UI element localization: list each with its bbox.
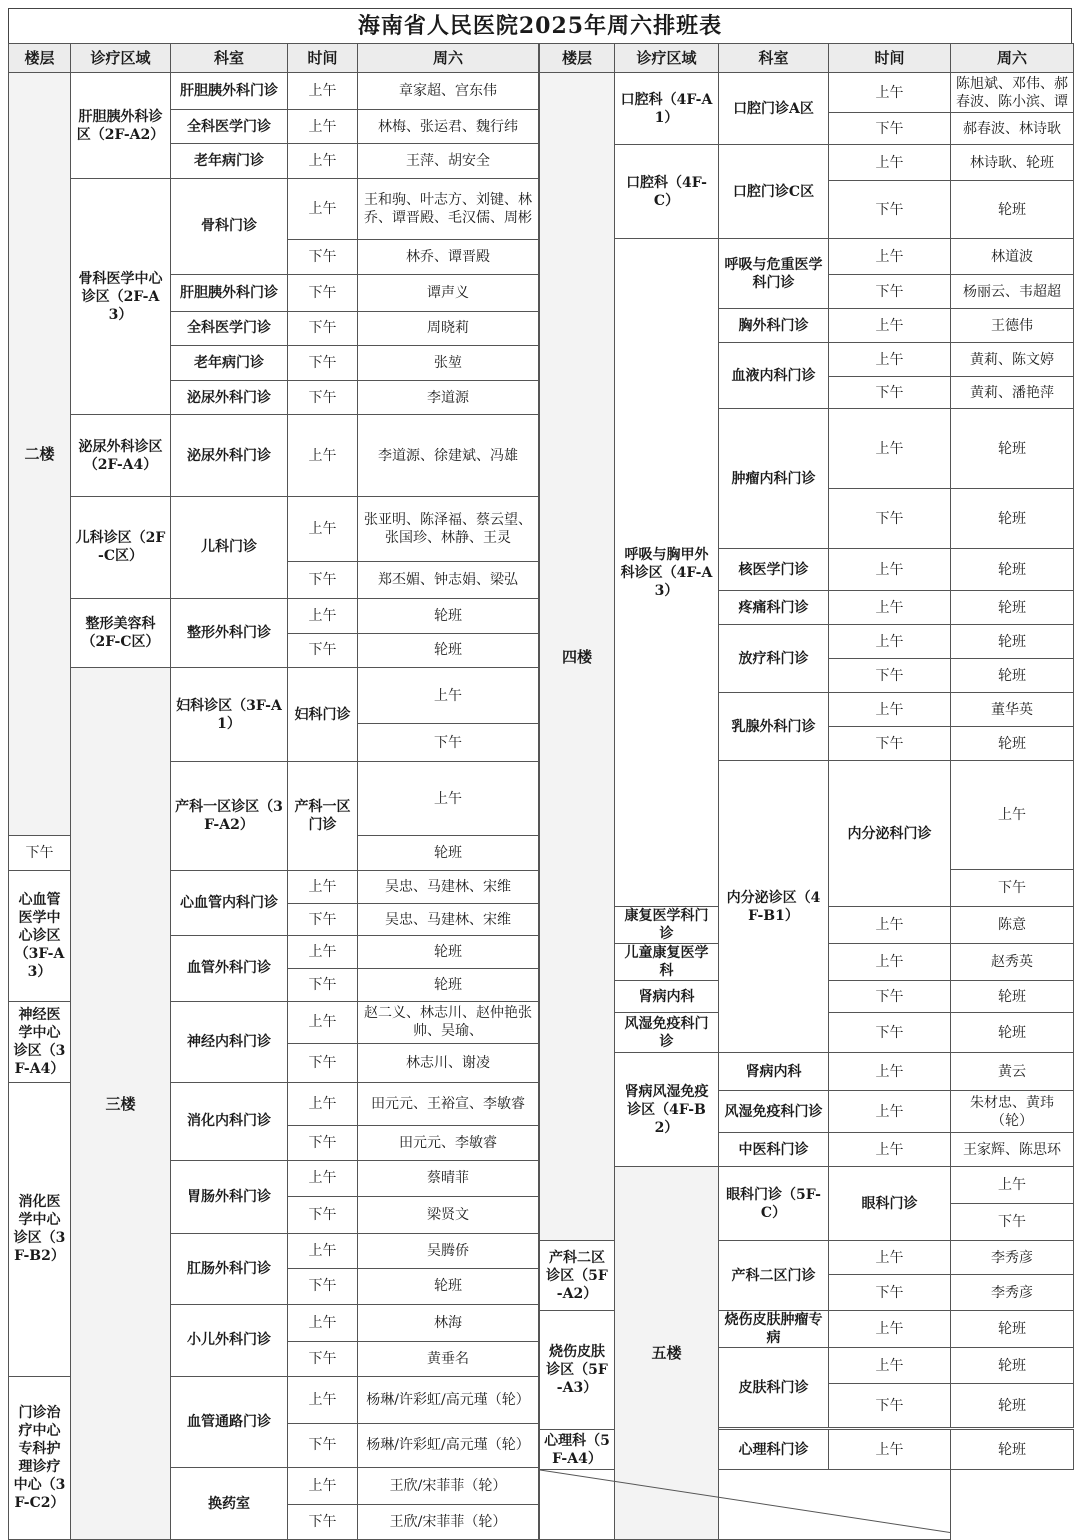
table-row (540, 1470, 1074, 1540)
zone-cell: 呼吸与胸甲外科诊区（4F-A3） (615, 239, 719, 907)
department-cell: 泌尿外科门诊 (171, 415, 288, 497)
time-cell: 上午 (829, 1348, 951, 1384)
time-cell: 上午 (829, 1133, 951, 1167)
time-cell: 上午 (288, 936, 358, 969)
time-cell: 上午 (288, 1083, 358, 1126)
department-cell: 内分泌科门诊 (829, 761, 951, 907)
doctor-cell: 吴腾侨 (358, 1233, 539, 1268)
doctor-cell: 吴忠、马建林、宋维 (358, 903, 539, 936)
empty-cell-diagonal (540, 1470, 951, 1540)
doctor-cell: 张亚明、陈泽福、蔡云望、张国珍、林静、王灵 (358, 497, 539, 562)
table-row (540, 145, 1074, 181)
time-cell: 下午 (951, 870, 1074, 907)
zone-cell: 泌尿外科诊区（2F-A4） (71, 415, 171, 497)
time-cell: 上午 (829, 591, 951, 625)
time-cell: 上午 (829, 625, 951, 659)
doctor-cell: 轮班 (358, 968, 539, 1001)
department-cell: 风湿免疫科门诊 (615, 1013, 719, 1053)
time-cell: 上午 (288, 497, 358, 562)
doctor-cell: 杨丽云、韦超超 (951, 275, 1074, 309)
time-cell: 下午 (288, 1044, 358, 1083)
time-cell: 上午 (829, 1053, 951, 1091)
doctor-cell: 陈旭斌、邓伟、郝春波、陈小滨、谭 (951, 73, 1074, 113)
doctor-cell: 轮班 (951, 625, 1074, 659)
doctor-cell: 周晓莉 (358, 311, 539, 346)
doctor-cell: 轮班 (951, 981, 1074, 1013)
time-cell: 下午 (288, 1197, 358, 1234)
department-cell: 心血管内科门诊 (171, 871, 288, 936)
left-schedule-table (8, 43, 539, 1540)
left-header-row (9, 44, 539, 73)
zone-cell: 口腔科（4F-A1） (615, 73, 719, 145)
diagonal-line (540, 1470, 951, 1540)
department-cell: 皮肤科门诊 (719, 1348, 829, 1428)
doctor-cell: 李道源、徐建斌、冯雄 (358, 415, 539, 497)
time-cell: 下午 (829, 1013, 951, 1053)
doctor-cell: 谭声义 (358, 274, 539, 311)
time-cell: 下午 (288, 1268, 358, 1305)
doctor-cell: 王欣/宋菲菲（轮） (358, 1468, 539, 1505)
department-cell: 眼科门诊 (829, 1167, 951, 1241)
doctor-cell: 蔡晴菲 (358, 1160, 539, 1197)
doctor-cell: 轮班 (951, 1384, 1074, 1428)
floor-cell: 五楼 (615, 1167, 719, 1540)
department-cell: 肾病内科 (615, 981, 719, 1013)
right-header-dept: 科室 (719, 44, 829, 73)
doctor-cell: 朱材忠、黄玮（轮） (951, 1091, 1074, 1133)
zone-cell: 骨科医学中心诊区（2F-A3） (71, 179, 171, 415)
right-header-row (540, 44, 1074, 73)
doctor-cell: 田元元、李敏睿 (358, 1125, 539, 1160)
time-cell: 下午 (288, 346, 358, 381)
zone-cell: 妇科诊区（3F-A1） (171, 668, 288, 762)
time-cell: 上午 (288, 73, 358, 110)
doctor-cell: 轮班 (358, 633, 539, 668)
doctor-cell: 张堃 (358, 346, 539, 381)
table-row (540, 239, 1074, 275)
doctor-cell: 轮班 (951, 549, 1074, 591)
table-row (9, 179, 539, 240)
table-row (9, 598, 539, 633)
time-cell: 下午 (288, 1505, 358, 1540)
time-cell: 下午 (288, 968, 358, 1001)
zone-cell: 产科一区诊区（3F-A2） (171, 762, 288, 871)
time-cell: 上午 (829, 1311, 951, 1348)
doctor-cell: 郑丕媚、钟志娟、梁弘 (358, 562, 539, 599)
time-cell: 下午 (288, 903, 358, 936)
schedule-title: 海南省人民医院2025年周六排班表 (8, 8, 1072, 43)
department-cell: 产科一区门诊 (288, 762, 358, 871)
department-cell: 肿瘤内科门诊 (719, 409, 829, 549)
time-cell: 上午 (288, 1376, 358, 1423)
right-header-time: 时间 (829, 44, 951, 73)
time-cell: 下午 (829, 489, 951, 549)
right-header-zone: 诊疗区域 (615, 44, 719, 73)
department-cell: 乳腺外科门诊 (719, 693, 829, 761)
time-cell: 上午 (288, 598, 358, 633)
time-cell: 上午 (288, 1305, 358, 1342)
department-cell: 血液内科门诊 (719, 343, 829, 409)
department-cell: 中医科门诊 (719, 1133, 829, 1167)
department-cell: 血管通路门诊 (171, 1376, 288, 1468)
doctor-cell: 赵秀英 (951, 944, 1074, 981)
zone-cell: 肾病风湿免疫诊区（4F-B2） (615, 1053, 719, 1167)
doctor-cell: 杨琳/许彩虹/高元瑾（轮） (358, 1376, 539, 1423)
time-cell: 上午 (288, 109, 358, 144)
doctor-cell: 轮班 (951, 489, 1074, 549)
zone-cell: 消化医学中心诊区（3F-B2） (9, 1083, 71, 1377)
left-header-time: 时间 (288, 44, 358, 73)
table-row (540, 73, 1074, 113)
time-cell: 上午 (288, 1233, 358, 1268)
left-header-day: 周六 (358, 44, 539, 73)
doctor-cell: 王德伟 (951, 309, 1074, 343)
time-cell: 上午 (829, 343, 951, 377)
time-cell: 上午 (288, 144, 358, 179)
department-cell: 风湿免疫科门诊 (719, 1091, 829, 1133)
department-cell: 全科医学门诊 (171, 109, 288, 144)
doctor-cell: 轮班 (358, 598, 539, 633)
doctor-cell: 轮班 (951, 727, 1074, 761)
department-cell: 老年病门诊 (171, 144, 288, 179)
time-cell: 上午 (288, 871, 358, 904)
time-cell: 上午 (829, 944, 951, 981)
left-header-zone: 诊疗区域 (71, 44, 171, 73)
time-cell: 下午 (288, 380, 358, 415)
time-cell: 上午 (829, 1091, 951, 1133)
time-cell: 下午 (829, 275, 951, 309)
time-cell: 下午 (288, 1423, 358, 1468)
department-cell: 胸外科门诊 (719, 309, 829, 343)
doctor-cell: 轮班 (358, 1268, 539, 1305)
table-row (540, 1053, 1074, 1091)
doctor-cell: 田元元、王裕宣、李敏睿 (358, 1083, 539, 1126)
department-cell: 骨科门诊 (171, 179, 288, 275)
left-header-floor: 楼层 (9, 44, 71, 73)
zone-cell: 心血管医学中心诊区（3F-A3） (9, 871, 71, 1001)
department-cell: 疼痛科门诊 (719, 591, 829, 625)
time-cell: 上午 (829, 549, 951, 591)
doctor-cell: 赵二义、林志川、赵仲艳张帅、吴瑜、 (358, 1001, 539, 1044)
department-cell: 肛肠外科门诊 (171, 1233, 288, 1304)
department-cell: 换药室 (171, 1468, 288, 1540)
table-row (9, 73, 539, 110)
doctor-cell: 轮班 (951, 1348, 1074, 1384)
time-cell: 下午 (829, 727, 951, 761)
doctor-cell: 轮班 (951, 1430, 1074, 1470)
doctor-cell: 轮班 (951, 659, 1074, 693)
doctor-cell: 轮班 (951, 181, 1074, 239)
doctor-cell: 杨琳/许彩虹/高元瑾（轮） (358, 1423, 539, 1468)
doctor-cell: 王家辉、陈思环 (951, 1133, 1074, 1167)
table-row (9, 668, 539, 724)
doctor-cell: 轮班 (358, 936, 539, 969)
right-schedule-table (539, 43, 1074, 1540)
time-cell: 上午 (829, 907, 951, 944)
time-cell: 上午 (829, 1430, 951, 1470)
time-cell: 下午 (288, 1341, 358, 1376)
time-cell: 上午 (951, 761, 1074, 870)
department-cell: 核医学门诊 (719, 549, 829, 591)
time-cell: 上午 (829, 693, 951, 727)
time-cell: 下午 (9, 836, 71, 871)
time-cell: 上午 (829, 309, 951, 343)
department-cell: 妇科门诊 (288, 668, 358, 762)
department-cell: 神经内科门诊 (171, 1001, 288, 1083)
department-cell: 儿童康复医学科 (615, 944, 719, 981)
zone-cell: 整形美容科（2F-C区） (71, 598, 171, 667)
zone-cell: 肝胆胰外科诊区（2F-A2） (71, 73, 171, 179)
time-cell: 下午 (358, 724, 539, 762)
floor-cell: 二楼 (9, 73, 71, 836)
time-cell: 下午 (288, 311, 358, 346)
doctor-cell: 王和驹、叶志方、刘键、林乔、谭晋殿、毛汉儒、周彬 (358, 179, 539, 240)
zone-cell: 儿科诊区（2F-C区） (71, 497, 171, 599)
time-cell: 上午 (829, 73, 951, 113)
department-cell: 康复医学科门诊 (615, 907, 719, 944)
doctor-cell: 轮班 (951, 1013, 1074, 1053)
doctor-cell: 林梅、张运君、魏行纬 (358, 109, 539, 144)
department-cell: 心理科门诊 (719, 1430, 829, 1470)
doctor-cell: 林海 (358, 1305, 539, 1342)
zone-cell: 眼科门诊（5F-C） (719, 1167, 829, 1241)
time-cell: 下午 (288, 562, 358, 599)
time-cell: 下午 (951, 1204, 1074, 1241)
time-cell: 下午 (829, 377, 951, 409)
department-cell: 整形外科门诊 (171, 598, 288, 667)
doctor-cell: 黄垂名 (358, 1341, 539, 1376)
zone-cell: 神经医学中心诊区（3F-A4） (9, 1001, 71, 1083)
time-cell: 下午 (829, 1384, 951, 1428)
empty-cell (540, 1470, 951, 1540)
department-cell: 放疗科门诊 (719, 625, 829, 693)
department-cell: 小儿外科门诊 (171, 1305, 288, 1376)
right-header-day: 周六 (951, 44, 1074, 73)
time-cell: 上午 (829, 409, 951, 489)
time-cell: 下午 (829, 1275, 951, 1311)
doctor-cell: 黄莉、潘艳萍 (951, 377, 1074, 409)
time-cell: 上午 (288, 1160, 358, 1197)
time-cell: 上午 (288, 415, 358, 497)
doctor-cell: 林乔、谭晋殿 (358, 240, 539, 275)
time-cell: 上午 (829, 1241, 951, 1275)
time-cell: 上午 (288, 1001, 358, 1044)
department-cell: 儿科门诊 (171, 497, 288, 599)
time-cell: 下午 (288, 274, 358, 311)
department-cell: 呼吸与危重医学科门诊 (719, 239, 829, 309)
department-cell: 泌尿外科门诊 (171, 380, 288, 415)
doctor-cell: 梁贤文 (358, 1197, 539, 1234)
doctor-cell: 林志川、谢凌 (358, 1044, 539, 1083)
table-row (540, 1167, 1074, 1204)
department-cell: 肝胆胰外科门诊 (171, 73, 288, 110)
time-cell: 下午 (829, 181, 951, 239)
doctor-cell: 黄莉、陈文婷 (951, 343, 1074, 377)
department-cell: 口腔门诊C区 (719, 145, 829, 239)
zone-cell: 心理科（5F-A4） (540, 1430, 615, 1470)
time-cell: 下午 (829, 113, 951, 145)
doctor-cell: 轮班 (951, 409, 1074, 489)
department-cell: 肾病内科 (719, 1053, 829, 1091)
time-cell: 下午 (829, 659, 951, 693)
department-cell: 胃肠外科门诊 (171, 1160, 288, 1233)
doctor-cell: 李秀彦 (951, 1241, 1074, 1275)
department-cell: 产科二区门诊 (719, 1241, 829, 1311)
time-cell: 下午 (288, 1125, 358, 1160)
department-cell: 血管外科门诊 (171, 936, 288, 1001)
doctor-cell: 林道波 (951, 239, 1074, 275)
zone-cell: 产科二区诊区（5F-A2） (540, 1241, 615, 1311)
department-cell: 消化内科门诊 (171, 1083, 288, 1160)
zone-cell: 烧伤皮肤诊区（5F-A3） (540, 1311, 615, 1430)
schedule-sheet (8, 8, 1072, 1531)
doctor-cell: 董华英 (951, 693, 1074, 727)
zone-cell: 门诊治疗中心 专科护理诊疗中心（3F-C2） (9, 1376, 71, 1539)
table-row (9, 415, 539, 497)
time-cell: 下午 (288, 633, 358, 668)
department-cell: 烧伤皮肤肿瘤专病 (719, 1311, 829, 1348)
doctor-cell: 轮班 (951, 1311, 1074, 1348)
time-cell: 上午 (288, 179, 358, 240)
time-cell: 上午 (951, 1167, 1074, 1204)
time-cell: 上午 (288, 1468, 358, 1505)
zone-cell: 口腔科（4F-C） (615, 145, 719, 239)
doctor-cell: 王萍、胡安全 (358, 144, 539, 179)
doctor-cell: 陈意 (951, 907, 1074, 944)
zone-cell: 内分泌诊区（4F-B1） (719, 761, 829, 1053)
time-cell: 上午 (829, 239, 951, 275)
doctor-cell: 章家超、宫东伟 (358, 73, 539, 110)
doctor-cell: 吴忠、马建林、宋维 (358, 871, 539, 904)
department-cell: 全科医学门诊 (171, 311, 288, 346)
doctor-cell: 李秀彦 (951, 1275, 1074, 1311)
doctor-cell: 郝春波、林诗耿 (951, 113, 1074, 145)
time-cell: 上午 (358, 668, 539, 724)
time-cell: 上午 (358, 762, 539, 836)
time-cell: 下午 (829, 981, 951, 1013)
doctor-cell: 轮班 (358, 836, 539, 871)
doctor-cell: 轮班 (951, 591, 1074, 625)
table-row (9, 497, 539, 562)
left-header-dept: 科室 (171, 44, 288, 73)
time-cell: 上午 (829, 145, 951, 181)
department-cell: 口腔门诊A区 (719, 73, 829, 145)
doctor-cell: 林诗耿、轮班 (951, 145, 1074, 181)
time-cell: 下午 (288, 240, 358, 275)
doctor-cell: 李道源 (358, 380, 539, 415)
floor-cell: 四楼 (540, 73, 615, 1241)
doctor-cell: 王欣/宋菲菲（轮） (358, 1505, 539, 1540)
floor-cell: 三楼 (71, 668, 171, 1540)
department-cell: 肝胆胰外科门诊 (171, 274, 288, 311)
right-header-floor: 楼层 (540, 44, 615, 73)
department-cell: 老年病门诊 (171, 346, 288, 381)
doctor-cell: 黄云 (951, 1053, 1074, 1091)
